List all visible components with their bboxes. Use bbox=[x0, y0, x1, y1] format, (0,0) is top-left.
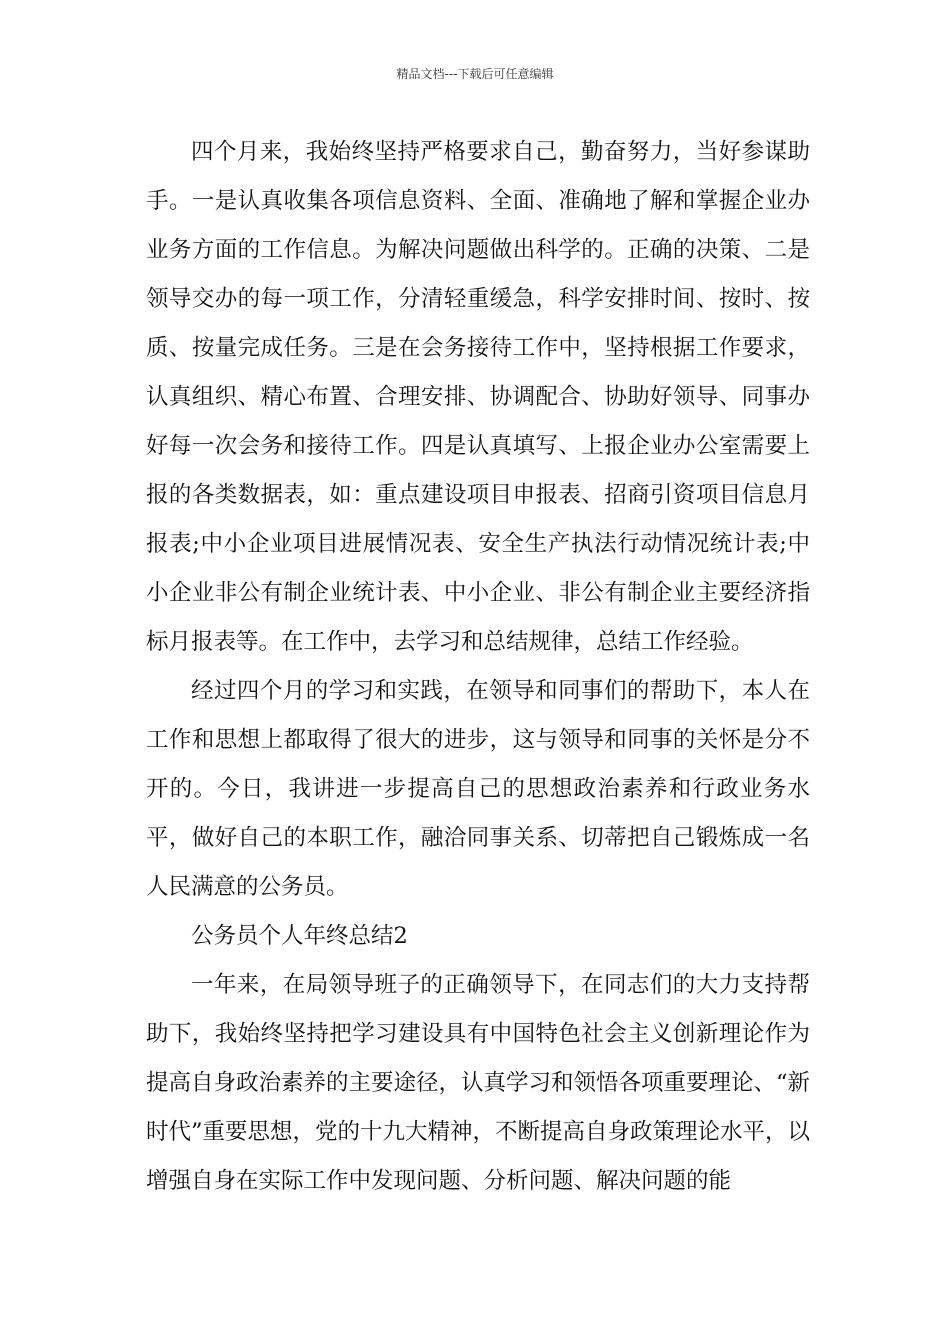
page-header: 精品文档---下载后可任意编辑 bbox=[396, 67, 554, 81]
document-body bbox=[146, 128, 810, 1206]
paragraph-year-summary: 一年来，在局领导班子的正确领导下，在同志们的大力支持帮助下，我始终坚持把学习建设具有中国特色社会主义创新理论作为提高自身政治素养的主要途径，认真学习和领悟各项重要理论、“新时代”重要思想，党的十九大精神，不断提高自身政策理论水平，以增强自身在实际工作中发现问题、分析问题、解决问题的能 bbox=[146, 972, 811, 1194]
section-heading: 公务员个人年终总结2 bbox=[191, 923, 408, 949]
paragraph-work-summary: 四个月来，我始终坚持严格要求自己，勤奋努力，当好参谋助手。一是认真收集各项信息资料、全面、准确地了解和掌握企业办业务方面的工作信息。为解决问题做出科学的。正确的决策、二是领导交办的每一项工作，分清轻重缓急，科学安排时间、按时、按质、按量完成任务。三是在会务接待工作中，坚持根据工作要求，认真组织、精心布置、合理安排、协调配合、协助好领导、同事办好每一次会务和接待工作。四是认真填写、上报企业办公室需要上报的各类数据表，如：重点建设项目申报表、招商引资项目信息月报表;中小企业项目进展情况表、安全生产执法行动情况统计表;中小企业非公有制企业统计表、中小企业、非公有制企业主要经济指标月报表等。在工作中，去学习和总结规律，总结工作经验。 bbox=[146, 139, 810, 655]
paragraph-progress: 经过四个月的学习和实践，在领导和同事们的帮助下，本人在工作和思想上都取得了很大的进步，这与领导和同事的关怀是分不开的。今日，我讲进一步提高自己的思想政治素养和行政业务水平，做好自己的本职工作，融洽同事关系、切蒂把自己锻炼成一名人民满意的公务员。 bbox=[146, 678, 810, 900]
